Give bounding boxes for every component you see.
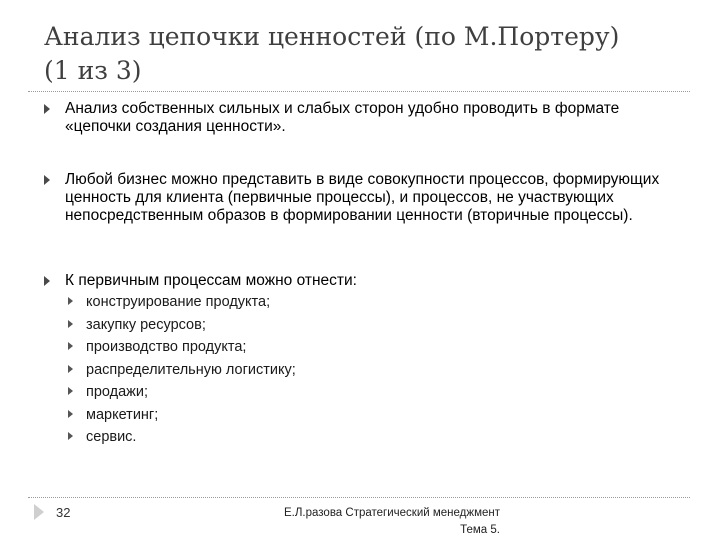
- title-divider: [28, 91, 690, 92]
- list-item-text: продажи;: [86, 384, 149, 400]
- list-item-text: сервис.: [86, 429, 137, 445]
- list-item: [68, 338, 628, 361]
- bullet-text: К первичным процессам можно отнести:: [65, 272, 357, 289]
- sub-bullet-arrow-icon: [68, 297, 73, 305]
- list-item-text: закупку ресурсов;: [86, 316, 206, 333]
- footer-topic: Тема 5.: [460, 524, 500, 536]
- list-item: [68, 361, 628, 384]
- list-item-text: производство продукта;: [86, 339, 247, 355]
- bullet-item: [44, 100, 664, 136]
- page-number: 32: [56, 505, 71, 520]
- bullet-arrow-icon: [44, 276, 50, 286]
- list-item-text: распределительную логистику;: [86, 361, 296, 378]
- sub-bullet-arrow-icon: [68, 432, 73, 440]
- list-item: [68, 383, 628, 406]
- list-item-text: конструирование продукта;: [86, 294, 271, 310]
- footer-author: Е.Л.разова Стратегический менеджмент: [284, 507, 500, 519]
- list-item: [68, 316, 628, 339]
- bullet-text: Любой бизнес можно представить в виде совокупности процессов, формирующих ценность для клиента (первичные процессы), и процессов, не участвующих непосредственным образов в формировании ценности (вторичные процессы).: [65, 171, 660, 224]
- bullet-item: [44, 171, 664, 225]
- bullet-arrow-icon: [44, 175, 50, 185]
- bullet-item: [44, 272, 664, 290]
- list-item: [68, 428, 628, 451]
- bullet-text: Анализ собственных сильных и слабых сторон удобно проводить в формате «цепочки создания ценности».: [65, 100, 620, 135]
- page-marker-icon: [34, 504, 44, 520]
- footer-divider: [28, 497, 690, 498]
- primary-process-list: [68, 293, 628, 451]
- sub-bullet-arrow-icon: [68, 342, 73, 350]
- list-item: [68, 406, 628, 429]
- footer-caption: [250, 505, 500, 539]
- sub-bullet-arrow-icon: [68, 387, 73, 395]
- bullet-arrow-icon: [44, 104, 50, 114]
- slide-title: Анализ цепочки ценностей (по М.Портеру) (1 из 3): [44, 22, 620, 85]
- list-item-text: маркетинг;: [86, 406, 159, 423]
- sub-bullet-arrow-icon: [68, 365, 73, 373]
- sub-bullet-arrow-icon: [68, 410, 73, 418]
- list-item: [68, 293, 628, 316]
- sub-bullet-arrow-icon: [68, 320, 73, 328]
